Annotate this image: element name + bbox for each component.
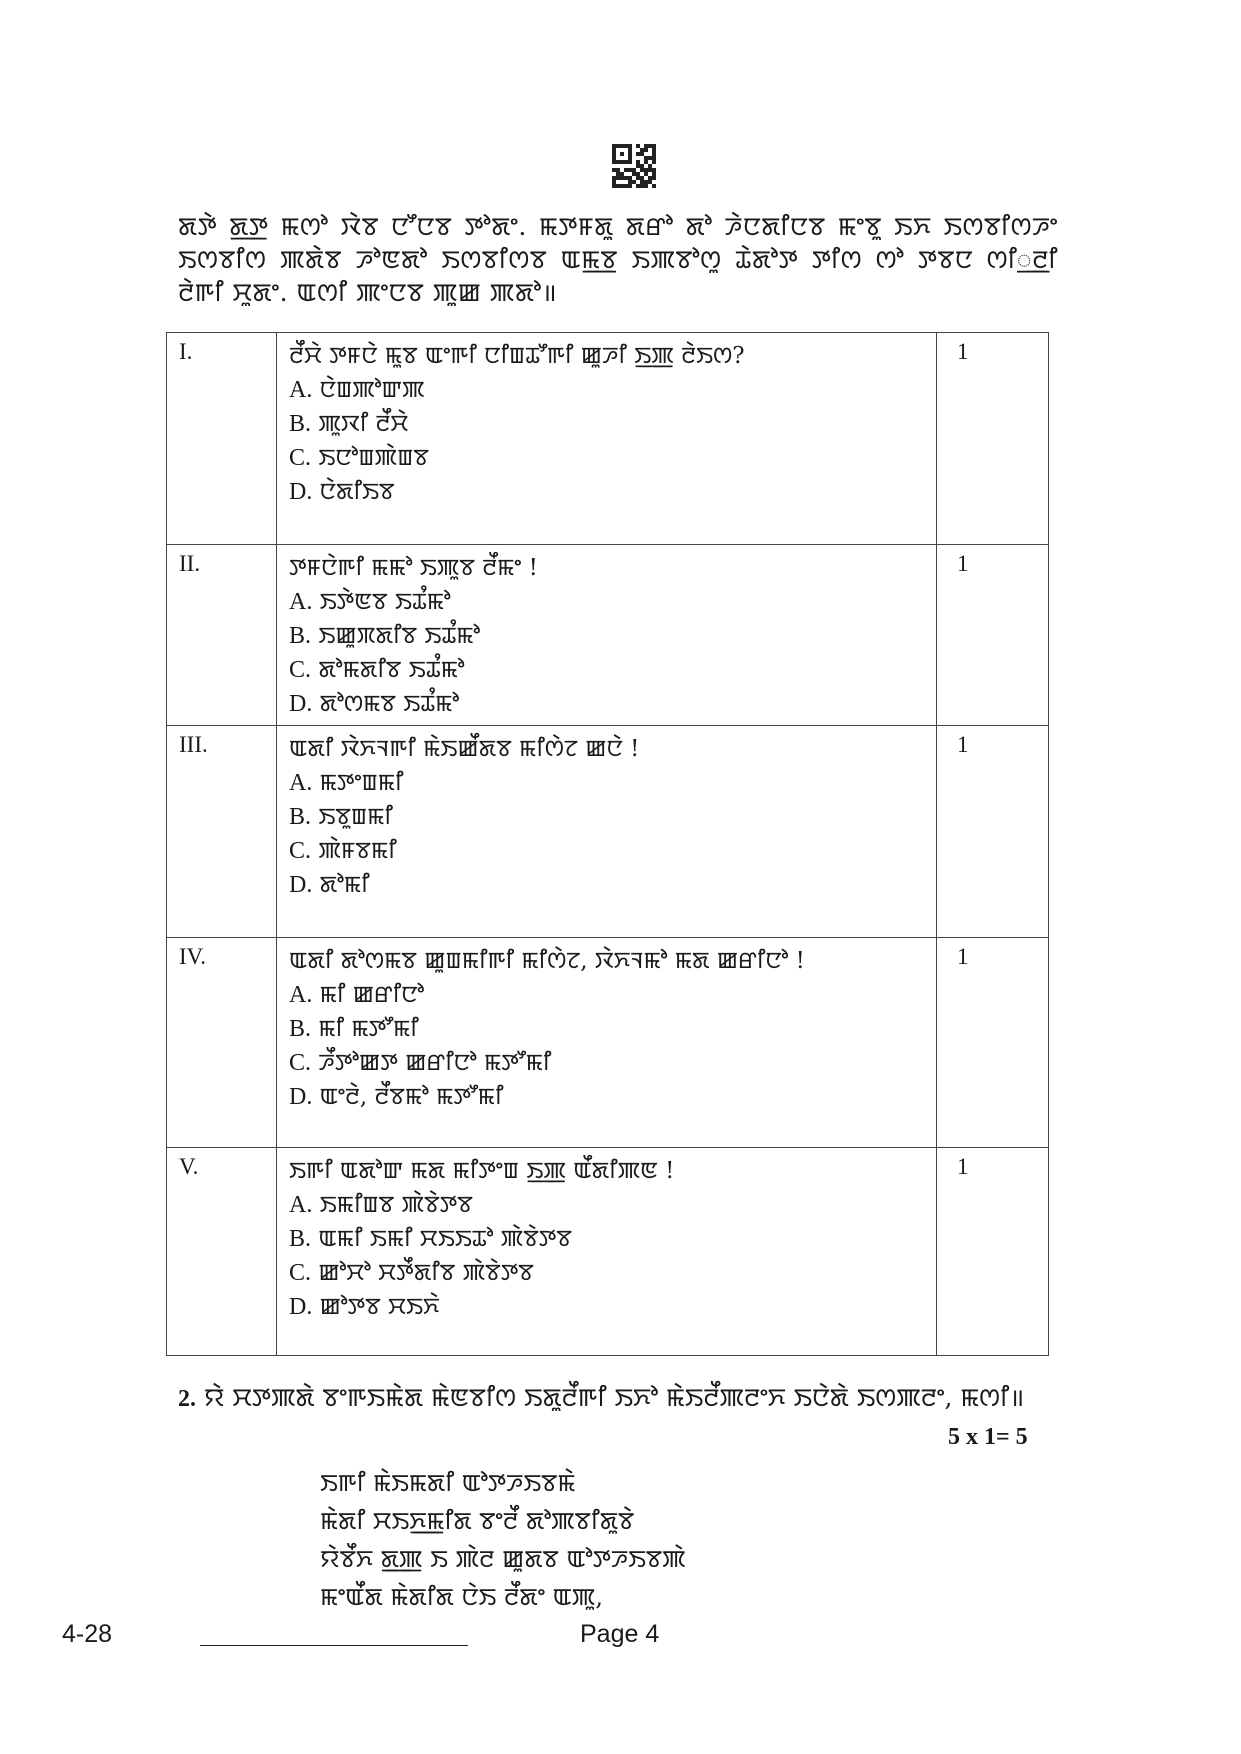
option-letter: C.	[289, 838, 312, 864]
option-text: ꯗꯣꯃꯗꯤꯕ ꯏꯊꯪꯃꯣ	[318, 657, 465, 683]
question-body	[277, 726, 937, 938]
option-letter: A.	[289, 589, 313, 615]
option-letter: A.	[289, 1192, 313, 1218]
question-marks: 1	[937, 938, 1049, 1148]
option	[289, 834, 926, 868]
qr-code	[612, 144, 656, 188]
option	[289, 373, 926, 407]
option-letter: D.	[289, 1294, 313, 1320]
option	[289, 800, 926, 834]
option-text: ꯃꯇꯦꯡꯃꯤ	[319, 770, 404, 796]
option-text: ꯏꯀꯨꯞꯗꯤꯕ ꯏꯊꯪꯃꯣ	[318, 623, 481, 649]
option-letter: A.	[289, 377, 313, 403]
option-letter: B.	[289, 1016, 312, 1042]
option	[289, 978, 926, 1012]
option	[289, 1188, 926, 1222]
option-text: ꯏꯇꯥꯟꯕ ꯏꯊꯪꯃꯣ	[319, 589, 451, 615]
question-2-marks: 5 x 1= 5	[948, 1424, 1028, 1450]
question-number: IV.	[167, 938, 277, 1148]
option	[289, 475, 926, 509]
option	[289, 441, 926, 475]
option-letter: C.	[289, 445, 312, 471]
question-text: ꯑꯗꯤ ꯗꯣꯁꯃꯕ ꯀꯨꯡꯃꯤꯒꯤ ꯃꯤꯁꯥꯖ, ꯋꯥꯈꯜꯃꯣ ꯃꯗ ꯀꯔꯤꯅꯣ !	[289, 948, 805, 974]
question-text: ꯂꯩꯆꯥ ꯇꯝꯅꯥ ꯃꯨꯕ ꯑꯦꯒꯤ ꯅꯤꯡꯊꯧꯒꯤ ꯀꯨꯍꯤ ꯏ꯭ꯄ꯭ ꯂꯥꯏꯁ?	[289, 343, 745, 369]
option-letter: B.	[289, 1226, 312, 1252]
option-text: ꯃꯤ ꯃꯇꯧꯃꯤ	[318, 1016, 419, 1042]
option-letter: D.	[289, 872, 313, 898]
question-text: ꯇꯝꯅꯥꯒꯤ ꯃꯃꯣ ꯏꯄꯨꯕ ꯂꯩꯃꯦ !	[289, 555, 538, 581]
intro-paragraph: ꯗꯇꯥ ꯗ꯭ꯇ ꯃꯁꯣ ꯋꯥꯕ ꯅꯧꯅꯕ ꯇꯣꯗꯦ. ꯃꯇꯝꯗꯨ ꯗꯔꯣ ꯗꯣ ꯍꯥꯅꯗꯤꯅꯕ ꯃꯦꯕꯨ ꯏꯈ ꯏꯁꯕꯤꯁꯍꯦ ꯏꯁꯕꯤꯁ ꯄꯗꯥꯕ ꯍꯣꯟꯗꯣ ꯏꯁꯕꯤꯁꯕ ꯑꯃ꯭ꯕ ꯏꯄꯕꯣꯁꯨ ꯊꯥꯗꯣꯇ ꯇꯤꯁ ꯁꯣ ꯇꯕꯅ ꯁꯤ꯭ꯂꯤ ꯂꯥꯒꯤ ꯆꯨꯗꯦ. ꯑꯁꯤ ꯄꯦꯅꯕ ꯄꯨꯀ ꯄꯗꯣ॥	[178, 212, 1058, 307]
poem-excerpt	[320, 1464, 686, 1616]
question-body	[277, 1148, 937, 1356]
question-body	[277, 333, 937, 545]
option-letter: C.	[289, 657, 312, 683]
question-marks: 1	[937, 1148, 1049, 1356]
option-text: ꯅꯥꯡꯄꯣꯛꯄ	[319, 377, 425, 403]
poem-line: ꯃꯥꯗꯤ ꯆꯏꯈ꯭ꯃꯤꯗ ꯕꯦꯂꯩ ꯗꯣꯄꯕꯤꯗꯨꯕꯥ	[320, 1507, 635, 1535]
option-text: ꯏꯕꯨꯡꯃꯤ	[318, 804, 393, 830]
question-marks: 1	[937, 545, 1049, 726]
paper-code: 4-28	[62, 1620, 113, 1648]
option-text: ꯗꯣꯁꯃꯕ ꯏꯊꯪꯃꯣ	[319, 691, 460, 717]
mcq-table	[166, 332, 1049, 1356]
page-number: Page 4	[580, 1620, 660, 1648]
question-2-number: 2.	[178, 1386, 196, 1412]
option	[289, 766, 926, 800]
option-letter: D.	[289, 1084, 313, 1110]
question-body	[277, 938, 937, 1148]
option	[289, 1290, 926, 1324]
question-text: ꯏꯒꯤ ꯑꯗꯣꯛ ꯃꯗ ꯃꯤꯇꯦꯡ ꯏ꯭ꯄ꯭ ꯑꯩꯗꯤꯄꯟ !	[289, 1158, 675, 1184]
question-2-text: ꯌꯥ ꯆꯇꯄꯗꯥ ꯕꯦꯒꯏꯃꯥꯗ ꯃꯥꯟꯕꯤꯁ ꯏꯗꯨꯂꯩꯒꯤ ꯏꯈꯣ ꯃꯥꯏꯂꯩꯄꯂꯦꯈ ꯏꯅꯥꯗꯥ ꯏꯁꯄꯂꯦ, ꯃꯁꯤ॥	[203, 1383, 1025, 1412]
option-text: ꯀꯣꯆꯣ ꯆꯇꯩꯗꯤꯕ ꯄꯥꯕꯥꯇꯕ	[318, 1260, 534, 1286]
question-number: V.	[167, 1148, 277, 1356]
option	[289, 687, 926, 721]
option-text: ꯄꯨꯋꯤ ꯂꯩꯆꯥ	[318, 411, 409, 437]
question-2	[178, 1378, 1058, 1419]
question-row	[167, 545, 1049, 726]
option	[289, 585, 926, 619]
option-text: ꯗꯣꯃꯤ	[319, 872, 370, 898]
question-row	[167, 333, 1049, 545]
option-text: ꯄꯥꯝꯕꯃꯤ	[318, 838, 397, 864]
option	[289, 619, 926, 653]
option	[289, 1012, 926, 1046]
question-body	[277, 545, 937, 726]
option-text: ꯏꯃꯤꯡꯕ ꯄꯥꯕꯥꯇꯕ	[319, 1192, 473, 1218]
option-letter: C.	[289, 1050, 312, 1076]
option-text: ꯑꯃꯤ ꯏꯃꯤ ꯆꯏꯏꯊꯣ ꯄꯥꯕꯥꯇꯕ	[318, 1226, 572, 1252]
option-text: ꯑꯦꯂꯥ, ꯂꯩꯕꯃꯣ ꯃꯇꯧꯃꯤ	[319, 1084, 504, 1110]
question-number: II.	[167, 545, 277, 726]
option-text: ꯀꯣꯇꯕ ꯆꯏꯈꯥ	[319, 1294, 440, 1320]
question-text: ꯑꯗꯤ ꯋꯥꯈꯜꯒꯤ ꯃꯥꯏꯀꯩꯗꯕ ꯃꯤꯁꯥꯖ ꯀꯅꯥ !	[289, 736, 640, 762]
option	[289, 1222, 926, 1256]
option	[289, 1256, 926, 1290]
poem-line: ꯃꯦꯑꯩꯗ ꯃꯥꯗꯤꯗ ꯅꯥꯏ ꯂꯩꯗꯦ ꯑꯄꯨ,	[320, 1583, 603, 1611]
poem-line: ꯏꯒꯤ ꯃꯥꯏꯃꯗꯤ ꯑꯣꯇꯍꯏꯕꯃꯥ	[320, 1469, 576, 1497]
option-text: ꯅꯥꯗꯤꯏꯕ	[319, 479, 395, 505]
option	[289, 1046, 926, 1080]
option	[289, 1080, 926, 1114]
option-letter: B.	[289, 411, 312, 437]
option	[289, 407, 926, 441]
poem-line: ꯌꯥꯕꯩꯈ ꯗ꯭ꯄ ꯏ ꯄꯥꯂ ꯀꯨꯗꯕ ꯑꯣꯇꯍꯏꯕꯄꯥ	[320, 1545, 686, 1573]
option-letter: D.	[289, 691, 313, 717]
question-marks: 1	[937, 333, 1049, 545]
question-row	[167, 1148, 1049, 1356]
option-letter: B.	[289, 623, 312, 649]
option-letter: C.	[289, 1260, 312, 1286]
question-number: III.	[167, 726, 277, 938]
option	[289, 868, 926, 902]
question-marks: 1	[937, 726, 1049, 938]
question-row	[167, 938, 1049, 1148]
option-letter: A.	[289, 982, 313, 1008]
option-text: ꯍꯩꯇꯣꯀꯇ ꯀꯔꯤꯅꯣ ꯃꯇꯧꯃꯤ	[318, 1050, 552, 1076]
option-text: ꯏꯅꯣꯡꯄꯥꯡꯕ	[318, 445, 429, 471]
option-letter: A.	[289, 770, 313, 796]
question-row	[167, 726, 1049, 938]
option-letter: D.	[289, 479, 313, 505]
option-letter: B.	[289, 804, 312, 830]
footer-divider	[200, 1645, 468, 1646]
option	[289, 653, 926, 687]
option-text: ꯃꯤ ꯀꯔꯤꯅꯣ	[319, 982, 425, 1008]
question-number: I.	[167, 333, 277, 545]
